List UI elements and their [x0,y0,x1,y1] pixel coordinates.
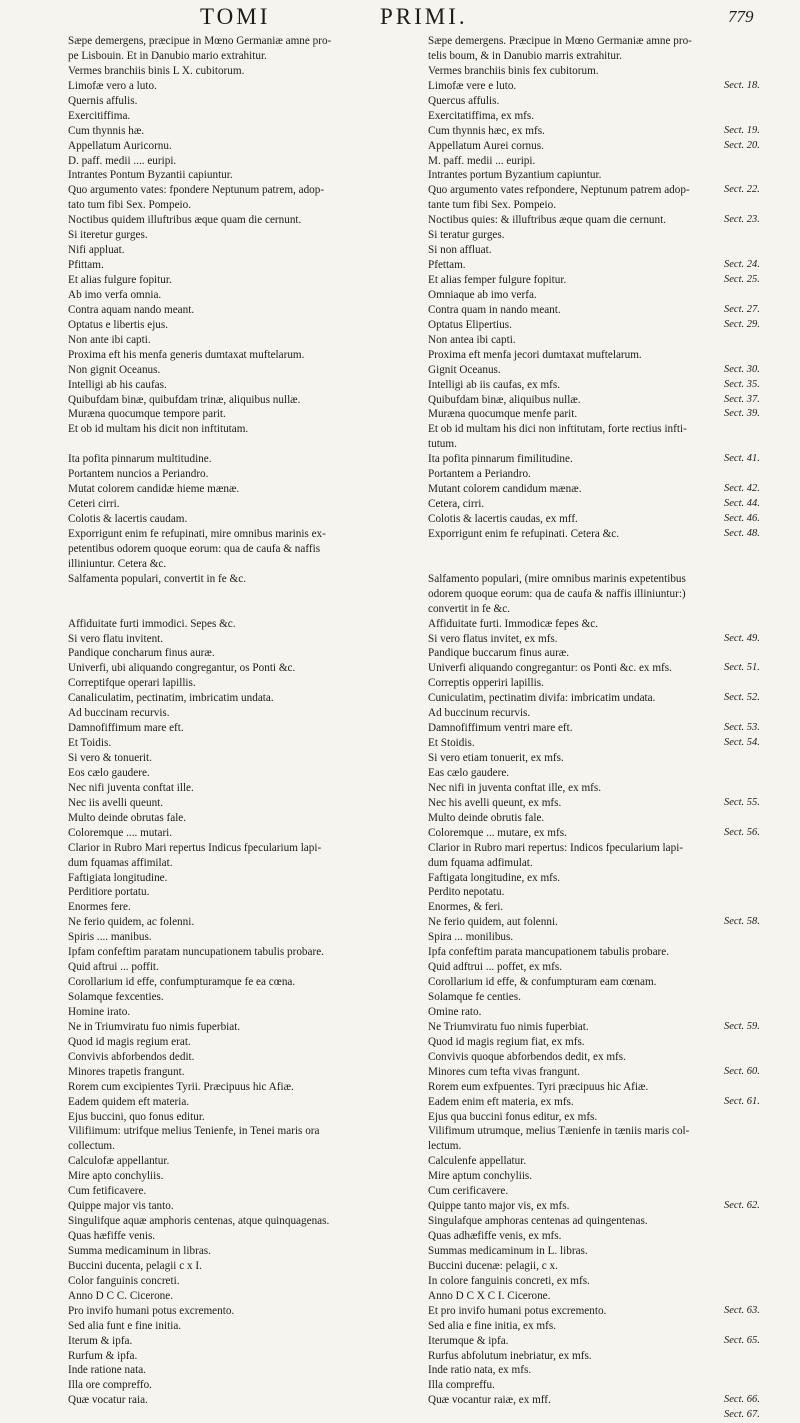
text-line: Quid aftrui ... poffit. [68,961,159,974]
text-line: Affiduitate furti immodici. Sepes &c. [68,617,236,630]
text-line: Salfamenta populari, convertit in fe &c. [68,572,247,585]
text-line: Limofæ vero a luto. [68,79,157,92]
section-marker [724,945,794,960]
text-line: Sæpe demergens, præcipue in Mœno Germaniæ amne pro- [68,35,332,47]
section-marker: Sect. 24. [724,259,760,271]
text-line: Rurfum & ipfa. [68,1349,138,1362]
section-marker [724,34,794,49]
text-line: Ne Triumviratu fuo nimis fuperbiat. [428,1020,589,1033]
text-line: Clarior in Rubro Mari repertus Indicus fpecularium lapi- [68,841,322,854]
text-line: Anno D C X C I. Cicerone. [428,1289,551,1302]
text-line: Contra quam in nando meant. [428,303,561,316]
text-line: Quod id magis regium fiat, ex mfs. [428,1035,585,1048]
section-marker [724,1214,794,1229]
text-line: Perditiore portatu. [68,886,150,899]
text-line: Et pro invifo humani potus excremento. [428,1304,607,1317]
text-line: Anno D C C. Cicerone. [68,1289,174,1302]
section-marker: Sect. 61. [724,1095,760,1107]
text-line: Portantem a Periandro. [428,468,531,481]
text-line: Solamque fexcenties. [68,991,164,1003]
text-line: Spira ... monilibus. [428,931,514,944]
text-line: Clarior in Rubro mari repertus: Indicos fpecularium lapi- [428,841,684,854]
text-line: Et ob id multam his dici non inftitutam, forte rectius infti- [428,423,687,436]
text-line: Quæ vocatur raia. [68,1394,148,1407]
text-line: Muræna quocumque menfe parit. [428,408,578,421]
text-line: dum fquama adfimulat. [428,856,533,869]
text-line: Cum thynnis hæc, ex mfs. [428,124,545,137]
section-marker [724,64,794,79]
section-marker: Sect. 63. [724,1304,760,1316]
section-marker [724,781,794,796]
text-line: Corollarium id effe, & confumpturam eam cœnam. [428,976,657,989]
text-line: Ejus buccini, quo fonus editur. [68,1110,205,1123]
text-line: Intrantes portum Byzantium capiuntur. [428,169,602,182]
section-marker: Sect. 56. [724,826,760,838]
section-marker [724,856,794,871]
section-marker [724,676,794,691]
section-marker: Sect. 37. [724,393,760,405]
text-line: Ne ferio quidem, aut folenni. [428,916,558,929]
section-marker [724,1363,794,1378]
section-marker [724,1139,794,1154]
text-line: Nifi appluat. [68,244,125,257]
section-markers-column [724,34,794,1423]
text-line: Pro invifo humani potus excremento. [68,1304,235,1317]
page-header [0,4,800,34]
text-line: Univerfi, ubi aliquando congregantur, os Ponti &c. [68,662,296,675]
text-line: collectum. [68,1140,115,1153]
text-line: Muræna quocumque tempore parit. [68,408,226,421]
text-line: Coloremque .... mutari. [68,826,173,839]
text-line: Buccini ducenæ: pelagii, c x. [428,1259,558,1272]
text-line: Cuniculatim, pectinatim divifa: imbricatim undata. [428,692,656,705]
text-line: Non ante ibi capti. [68,333,151,346]
text-line: tante tum fibi Sex. Pompeio. [428,199,557,212]
text-line: Quas hæfiffe venis. [68,1230,156,1242]
text-line: Optatus e libertis ejus. [68,318,169,331]
text-line: Ad buccinam recurvis. [68,707,170,720]
text-line: Corollarium id effe, confumpturamque fe ea cœna. [68,976,296,989]
text-line: Quo argumento vates refpondere, Neptunum patrem adop- [428,184,690,197]
section-marker [724,288,794,303]
text-line: Minores trapetis frangunt. [68,1065,185,1078]
text-line: Omine rato. [428,1005,482,1018]
section-marker: Sect. 35. [724,378,760,390]
text-line: Quercus affulis. [428,94,500,107]
text-line: Nec nifi juventa conftat ille. [68,781,194,794]
text-line: Cum thynnis hæ. [68,124,145,137]
section-marker [724,811,794,826]
section-marker [724,1184,794,1199]
text-line: Rurfus abfolutum inebriatur, ex mfs. [428,1349,592,1362]
text-line: Et ob id multam his dicit non inftitutam. [68,423,249,436]
section-marker: Sect. 51. [724,662,760,674]
text-line: Sed alia funt e fine initia. [68,1319,182,1332]
section-marker: Sect. 39. [724,408,760,420]
text-line: Vermes branchiis binis fex cubitorum. [428,64,599,77]
text-line: Enormes, & feri. [428,901,504,914]
header-title-right: PRIMI. [380,4,468,29]
text-line: Intelligi ab iis caufas, ex mfs. [428,378,561,391]
text-line: Noctibus quies: & illuftribus æque quam die cernunt. [428,214,667,227]
page-number: 779 [728,7,754,26]
section-marker [724,154,794,169]
section-marker [724,1080,794,1095]
text-line: Singulafque amphoras centenas ad quingentenas. [428,1215,648,1228]
text-line: tutum. [428,438,457,451]
section-marker [724,617,794,632]
text-line: Calculenfe appellatur. [428,1155,527,1168]
section-marker [724,243,794,258]
section-marker: Sect. 65. [724,1334,760,1346]
section-marker [724,437,794,452]
text-line: Ipfa confeftim parata mancupationem tabulis probare. [428,946,670,959]
text-line [68,602,420,617]
text-line: Vilifimum utrumque, melius Tænienfe in tæniis maris col- [428,1125,690,1138]
text-line: Ita pofita pinnarum fimilitudine. [428,453,573,466]
text-line [68,437,420,452]
section-marker: Sect. 66. [724,1394,760,1406]
text-line: Calculofæ appellantur. [68,1155,170,1168]
text-line: dum fquamas affimilat. [68,856,173,869]
text-line: Contra aquam nando meant. [68,303,195,316]
text-line: Correptis opperiri lapillis. [428,677,544,690]
text-line: Quas adhæfiffe venis, ex mfs. [428,1230,562,1242]
text-line: Multo deinde obrutas fale. [68,811,187,824]
text-line: Proxima eft menfa jecori dumtaxat muftelarum. [428,348,642,361]
text-line: Non gignit Oceanus. [68,363,161,376]
text-line: Quernis affulis. [68,94,138,107]
section-marker: Sect. 60. [724,1065,760,1077]
section-marker: Sect. 55. [724,796,760,808]
text-line: Homine irato. [68,1005,131,1018]
section-marker [724,1244,794,1259]
section-marker [724,1154,794,1169]
text-line: Appellatum Aurei cornus. [428,139,544,152]
text-line: odorem quoque eorum: qua de caufa & naffis illiniuntur:) [428,587,686,600]
text-line: Optatus Elipertius. [428,318,512,331]
text-line: M. paff. medii ... euripi. [428,154,536,167]
text-line: Gignit Oceanus. [428,363,501,376]
text-line: Quippe tanto major vis, ex mfs. [428,1200,570,1213]
text-line: Sæpe demergens. Præcipue in Mœno Germaniæ amne pro- [428,35,692,47]
text-line: Intrantes Pontum Byzantii capiuntur. [68,169,233,182]
text-line: Affiduitate furti. Immodicæ fepes &c. [428,617,599,630]
text-line: lectum. [428,1140,462,1153]
text-line: pe Lisbouin. Et in Danubio mario extrahitur. [68,49,267,62]
text-line: Perdito nepotatu. [428,886,505,899]
text-line: Quo argumento vates: fpondere Neptunum patrem, adop- [68,184,325,197]
text-line: Minores cum tefta vivas frangunt. [428,1065,580,1078]
text-line: Portantem nuncios a Periandro. [68,468,209,481]
section-marker [724,1229,794,1244]
text-line: illiniuntur. Cetera &c. [68,557,167,570]
section-marker [724,467,794,482]
text-line: Limofæ vere e luto. [428,79,517,92]
text-line: Quibufdam binæ, quibufdam trinæ, aliquibus nullæ. [68,393,301,406]
text-line: Si non affluat. [428,244,492,257]
text-line: Summa medicaminum in libras. [68,1244,211,1257]
text-line: Sed alia e fine initia, ex mfs. [428,1319,556,1332]
text-line: Exercitatiffima, ex mfs. [428,109,535,122]
section-marker: Sect. 18. [724,79,760,91]
section-marker [724,766,794,781]
text-line: Mutant colorem candidum mænæ. [428,483,582,496]
text-line: convertit in fe &c. [428,602,511,615]
text-line [428,557,718,572]
text-line: Si teratur gurges. [428,229,505,242]
section-marker: Sect. 23. [724,214,760,226]
section-marker: Sect. 53. [724,722,760,734]
text-line: Si iteretur gurges. [68,229,148,242]
text-line: Salfamento populari, (mire omnibus marinis expetentibus [428,572,686,585]
text-line: Faftigata longitudine, ex mfs. [428,871,561,884]
text-line: Eas cælo gaudere. [428,766,510,779]
text-line: Cum cerificavere. [428,1185,509,1198]
section-marker [724,1110,794,1125]
text-line: Pfittam. [68,259,104,272]
text-line: Ad buccinum recurvis. [428,707,531,720]
section-marker [724,94,794,109]
section-marker: Sect. 30. [724,363,760,375]
text-line: Exercitiffima. [68,109,131,122]
text-line: Convivis quoque abforbendos dedit, ex mfs. [428,1050,626,1063]
text-line: Ejus qua buccini fonus editur, ex mfs. [428,1110,598,1123]
section-marker [724,960,794,975]
section-marker: Sect. 59. [724,1020,760,1032]
text-line: Singulifque aquæ amphoris centenas, atque quinquagenas. [68,1215,330,1228]
text-line: Buccini ducenta, pelagii c x I. [68,1259,202,1272]
section-marker [724,930,794,945]
section-marker: Sect. 46. [724,513,760,524]
text-line: D. paff. medii .... euripi. [68,154,177,167]
text-line: Solamque fe centies. [428,991,521,1003]
text-line: Non antea ibi capti. [428,333,516,346]
section-marker [724,1050,794,1065]
section-marker [724,109,794,124]
section-marker: Sect. 29. [724,318,760,330]
text-line: Correptifque operari lapillis. [68,677,196,690]
text-line: Nec iis avelli queunt. [68,796,164,809]
section-marker: Sect. 58. [724,916,760,928]
text-line: Quippe major vis tanto. [68,1200,174,1213]
text-line: Illa compreffu. [428,1379,495,1392]
text-line: Ceteri cirri. [68,498,120,511]
text-line: Intelligi ab his caufas. [68,378,167,391]
section-marker [724,1274,794,1289]
text-line: Cum fetificavere. [68,1185,147,1198]
text-line: Rorem eum exfpuentes. Tyri præcipuus hic Afiæ. [428,1080,649,1093]
section-marker [724,1005,794,1020]
section-marker: Sect. 20. [724,139,760,151]
section-marker: Sect. 41. [724,453,760,465]
text-line: petentibus odorem quoque eorum: qua de caufa & naffis [68,542,321,555]
section-marker [724,1319,794,1334]
text-line: Omniaque ab imo verfa. [428,288,537,301]
text-line: Vilifiimum: utrifque melius Tenienfe, in Tenei maris ora [68,1125,320,1138]
section-marker [724,587,794,602]
section-marker [724,49,794,64]
section-marker [724,572,794,587]
text-line [428,542,718,557]
section-marker [724,333,794,348]
section-marker [724,975,794,990]
section-marker [724,1169,794,1184]
text-line: Colotis & lacertis caudas, ex mff. [428,513,578,525]
text-line: Ita pofita pinnarum multitudine. [68,453,212,466]
text-line: Pandique concharum finus auræ. [68,647,215,660]
section-marker: Sect. 62. [724,1200,760,1212]
text-line: Quid adftrui ... poffet, ex mfs. [428,961,563,974]
text-line: Et Stoidis. [428,737,475,750]
section-marker [724,1259,794,1274]
section-marker [724,885,794,900]
section-marker [724,646,794,661]
text-line: Iterumque & ipfa. [428,1334,509,1347]
text-line: Eadem enim eft materia, ex mfs. [428,1095,574,1108]
text-line: Mutat colorem candidæ hieme mænæ. [68,483,240,496]
section-marker: Sect. 19. [724,124,760,136]
right-column-text [428,34,718,1408]
text-line: Damnofiffimum ventri mare eft. [428,722,573,735]
text-line [68,587,420,602]
text-line: Colotis & lacertis caudam. [68,513,188,525]
section-marker: Sect. 25. [724,274,760,285]
section-marker [724,228,794,243]
section-marker: Sect. 52. [724,692,760,704]
text-line: Rorem cum excipientes Tyrii. Præcipuus hic Afiæ. [68,1080,294,1093]
text-line: Damnofiffimum mare eft. [68,722,184,735]
section-marker [724,542,794,557]
text-line: Inde ratione nata. [68,1364,146,1377]
text-line: Spiris .... manibus. [68,931,152,944]
text-line: Quibufdam binæ, aliquibus nullæ. [428,393,581,406]
section-marker [724,557,794,572]
header-title-left: TOMI [200,4,271,29]
section-marker [724,1349,794,1364]
text-line: Mire aptum conchyliis. [428,1170,533,1183]
section-marker [724,706,794,721]
text-line: Multo deinde obrutis fale. [428,811,545,824]
text-line: Nec his avelli queunt, ex mfs. [428,796,562,809]
section-marker [724,990,794,1005]
section-marker [724,1289,794,1304]
text-line: Ipfam confeftim paratam nuncupationem tabulis probare. [68,946,324,959]
section-marker: Sect. 44. [724,498,760,510]
section-marker [724,900,794,915]
section-marker [724,602,794,617]
text-line: Appellatum Auricornu. [68,139,172,152]
text-line: Si vero flatu invitent. [68,632,164,645]
text-line: Ne ferio quidem, ac folenni. [68,916,195,929]
text-line: Ab imo verfa omnia. [68,288,162,301]
text-line: Enormes fere. [68,901,131,914]
text-line: Iterum & ipfa. [68,1334,133,1347]
text-line: Pfettam. [428,259,466,272]
section-marker: Sect. 22. [724,184,760,196]
section-marker [724,1378,794,1393]
text-line: Quod id magis regium erat. [68,1035,191,1048]
text-line: Mire apto conchyliis. [68,1170,164,1183]
text-line: Proxima eft his menfa generis dumtaxat muftelarum. [68,348,305,361]
text-line: Exporrigunt enim fe refupinati, mire omnibus marinis ex- [68,527,326,540]
section-marker [724,348,794,363]
text-line: Pandique buccarum finus auræ. [428,647,570,660]
section-marker: Sect. 54. [724,737,760,749]
text-line: Nec nifi in juventa conftat ille, ex mfs. [428,781,602,794]
section-marker [724,751,794,766]
section-marker: Sect. 48. [724,527,760,539]
text-line: Eos cælo gaudere. [68,766,150,779]
text-line: Cetera, cirri. [428,498,485,511]
text-line: telis boum, & in Danubio marris extrahitur. [428,49,622,62]
text-line: Illa ore compreffo. [68,1379,152,1392]
text-line: In colore fanguinis concreti, ex mfs. [428,1274,590,1287]
section-marker: Sect. 49. [724,632,760,644]
section-marker [724,198,794,213]
text-line: Coloremque ... mutare, ex mfs. [428,826,567,839]
text-line: Faftigiata longitudine. [68,871,168,884]
section-marker [724,422,794,437]
text-line: tato tum fibi Sex. Pompeio. [68,199,192,212]
text-line: Si vero & tonuerit. [68,752,152,764]
section-marker: Sect. 42. [724,483,760,495]
text-line: Vermes branchiis binis L X. cubitorum. [68,64,245,77]
section-marker [724,168,794,183]
text-line: Si vero flatus invitet, ex mfs. [428,632,558,645]
text-line: Color fanguinis concreti. [68,1274,180,1287]
text-line: Noctibus quidem illuftribus æque quam die cernunt. [68,214,302,227]
text-line: Et alias femper fulgure fopitur. [428,274,567,286]
text-line: Canaliculatim, pectinatim, imbricatim undata. [68,692,274,705]
text-line: Inde ratio nata, ex mfs. [428,1364,532,1377]
text-line: Quæ vocantur raiæ, ex mff. [428,1394,551,1407]
text-line: Et Toidis. [68,737,112,750]
text-line: Univerfi aliquando congregantur: os Ponti &c. ex mfs. [428,662,672,675]
section-marker [724,841,794,856]
section-marker: Sect. 67. [724,1409,760,1421]
text-line: Eadem quidem eft materia. [68,1095,190,1108]
section-marker: Sect. 27. [724,303,760,315]
section-marker [724,1035,794,1050]
section-marker [724,871,794,886]
left-column-text [68,34,420,1408]
text-line: Et alias fulgure fopitur. [68,274,172,286]
text-line: Ne in Triumviratu fuo nimis fuperbiat. [68,1020,241,1033]
text-line: Summas medicaminum in L. libras. [428,1244,588,1257]
section-marker [724,1124,794,1139]
text-line: Exporrigunt enim fe refupinati. Cetera &c. [428,527,620,540]
text-line: Convivis abforbendos dedit. [68,1050,195,1063]
text-line: Si vero etiam tonuerit, ex mfs. [428,752,564,764]
